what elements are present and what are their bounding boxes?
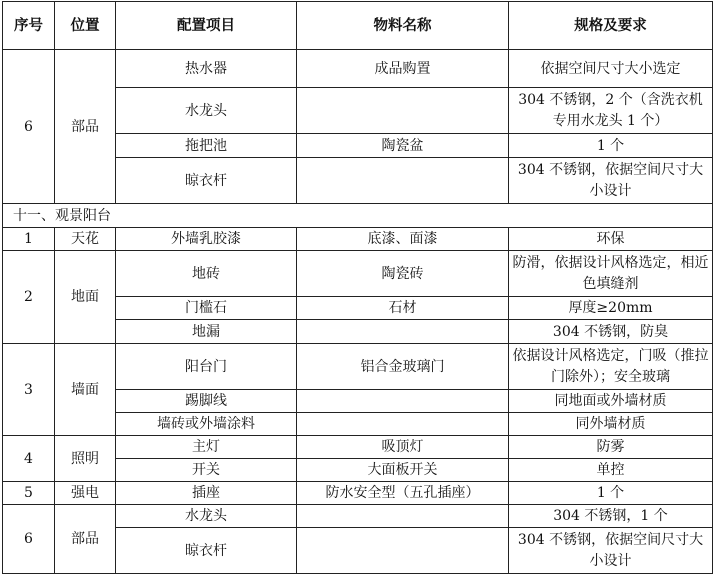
row-material: 铝合金玻璃门 <box>297 344 509 390</box>
row-item: 外墙乳胶漆 <box>116 228 297 251</box>
row-item: 插座 <box>116 482 297 505</box>
row-material <box>297 505 509 528</box>
row-material <box>297 528 509 574</box>
table-row <box>3 50 713 88</box>
row-spec: 依据空间尺寸大小选定 <box>509 50 713 88</box>
row-material: 陶瓷砖 <box>297 251 509 297</box>
row-spec: 厚度≥20mm <box>509 297 713 320</box>
row-spec: 同地面或外墙材质 <box>509 390 713 413</box>
row-index: 3 <box>3 344 55 436</box>
row-spec: 1 个 <box>509 482 713 505</box>
row-item: 水龙头 <box>116 505 297 528</box>
header-item: 配置项目 <box>116 2 297 50</box>
row-spec: 304 不锈钢，防臭 <box>509 320 713 344</box>
table-row <box>3 344 713 390</box>
row-material: 防水安全型（五孔插座） <box>297 482 509 505</box>
row-spec: 304 不锈钢，1 个 <box>509 505 713 528</box>
row-item: 地漏 <box>116 320 297 344</box>
configuration-table <box>2 1 713 574</box>
header-row <box>3 2 713 50</box>
row-index: 6 <box>3 505 55 574</box>
table-row <box>3 436 713 459</box>
row-position: 地面 <box>55 251 116 344</box>
header-spec: 规格及要求 <box>509 2 713 50</box>
row-spec: 环保 <box>509 228 713 251</box>
row-spec: 同外墙材质 <box>509 413 713 436</box>
table-row <box>3 505 713 528</box>
table-row <box>3 228 713 251</box>
row-item: 开关 <box>116 459 297 482</box>
row-material <box>297 390 509 413</box>
row-index: 1 <box>3 228 55 251</box>
row-spec: 防雾 <box>509 436 713 459</box>
header-index: 序号 <box>3 2 55 50</box>
row-material: 底漆、面漆 <box>297 228 509 251</box>
row-material <box>297 413 509 436</box>
table-row <box>3 251 713 297</box>
row-spec: 防滑，依据设计风格选定，相近色填缝剂 <box>509 251 713 297</box>
row-spec: 304 不锈钢，2 个（含洗衣机专用水龙头 1 个） <box>509 88 713 134</box>
row-item: 门槛石 <box>116 297 297 320</box>
row-item: 主灯 <box>116 436 297 459</box>
row-position: 强电 <box>55 482 116 505</box>
row-index: 6 <box>3 50 55 204</box>
row-index: 2 <box>3 251 55 344</box>
row-position: 照明 <box>55 436 116 482</box>
row-material: 成品购置 <box>297 50 509 88</box>
row-item: 踢脚线 <box>116 390 297 413</box>
row-index: 5 <box>3 482 55 505</box>
row-spec: 单控 <box>509 459 713 482</box>
row-item: 热水器 <box>116 50 297 88</box>
header-position: 位置 <box>55 2 116 50</box>
row-material <box>297 320 509 344</box>
row-material: 陶瓷盆 <box>297 134 509 158</box>
table-row <box>3 482 713 505</box>
row-material <box>297 88 509 134</box>
row-item: 水龙头 <box>116 88 297 134</box>
section-title: 十一、观景阳台 <box>3 204 713 228</box>
row-item: 拖把池 <box>116 134 297 158</box>
row-position: 部品 <box>55 505 116 574</box>
section-row <box>3 204 713 228</box>
row-item: 地砖 <box>116 251 297 297</box>
row-position: 部品 <box>55 50 116 204</box>
row-position: 墙面 <box>55 344 116 436</box>
row-spec: 304 不锈钢，依据空间尺寸大小设计 <box>509 528 713 574</box>
row-spec: 依据设计风格选定，门吸（推拉门除外）；安全玻璃 <box>509 344 713 390</box>
row-material: 石材 <box>297 297 509 320</box>
row-item: 晾衣杆 <box>116 158 297 204</box>
header-material: 物料名称 <box>297 2 509 50</box>
row-item: 晾衣杆 <box>116 528 297 574</box>
row-material: 大面板开关 <box>297 459 509 482</box>
row-material <box>297 158 509 204</box>
row-material: 吸顶灯 <box>297 436 509 459</box>
row-spec: 1 个 <box>509 134 713 158</box>
row-position: 天花 <box>55 228 116 251</box>
row-item: 墙砖或外墙涂料 <box>116 413 297 436</box>
row-item: 阳台门 <box>116 344 297 390</box>
row-spec: 304 不锈钢，依据空间尺寸大小设计 <box>509 158 713 204</box>
row-index: 4 <box>3 436 55 482</box>
